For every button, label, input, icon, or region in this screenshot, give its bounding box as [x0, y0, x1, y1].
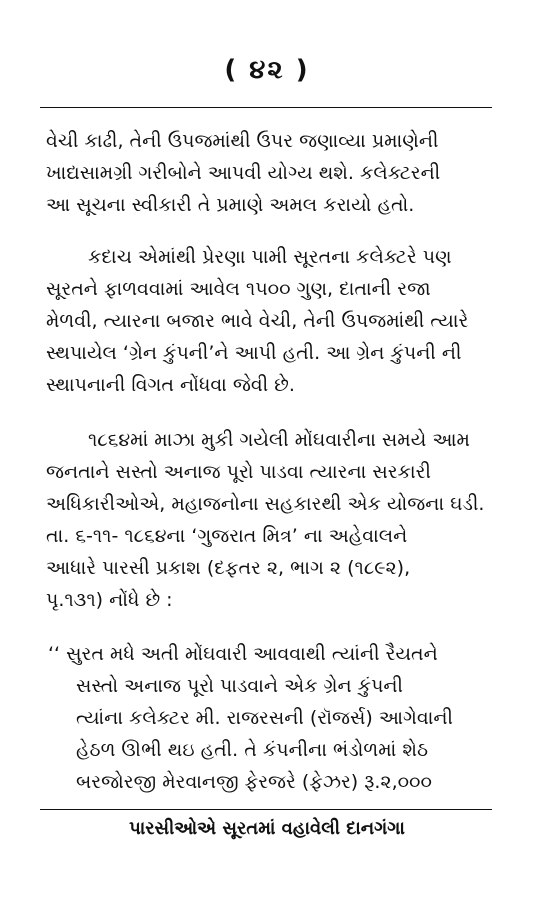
text-line: સૂરતને ફાળવવામાં આવેલ ૧૫૦૦ ગુણ, દાતાની રજા [46, 278, 431, 300]
footer-rule [40, 809, 492, 810]
text-line: તા. ૬-૧૧- ૧૮૬૪ના ‘ગુજરાત મિત્ર’ ના અહેવાલને [46, 525, 408, 547]
quote-line: ‘‘ સુરત મધે અતી મોંઘવારી આવવાથી ત્યાંની રૈયતને [48, 643, 438, 665]
text-line: વેચી કાઢી, તેની ઉપજમાંથી ઉપર જણાવ્યા પ્રમાણેની [46, 130, 439, 152]
page-number: ( ૪૨ ) [224, 55, 310, 85]
text-line: જનતાને સસ્તો અનાજ પૂરો પાડવા ત્યારના સરકારી [46, 461, 431, 483]
text-line: ખાદ્યસામગ્રી ગરીબોને આપવી યોગ્ય થશે. કલેક્ટરની [46, 162, 441, 184]
text-line: ૧૮૬૪માં માઝા મુકી ગયેલી મોંઘવારીના સમયે આમ [88, 429, 470, 451]
text-line: સ્થપાયેલ ‘ગ્રેન કુંપની’ને આપી હતી. આ ગ્રેન કુંપની ની [46, 342, 462, 364]
text-line: આધારે પારસી પ્રકાશ (દફતર ૨, ભાગ ૨ (૧૮૯૨), [46, 557, 411, 579]
quote-line: સસ્તો અનાજ પૂરો પાડવાને એક ગ્રેન કુંપની [76, 675, 403, 697]
text-line: કદાચ એમાંથી પ્રેરણા પામી સૂરતના કલેક્ટરે પણ [88, 246, 452, 268]
header-rule [40, 107, 492, 108]
quote-line: ત્યાંના કલેક્ટર મી. રાજરસની (રૉજર્સ) આગેવાની [76, 707, 453, 729]
text-line: મેળવી, ત્યારના બજાર ભાવે વેચી, તેની ઉપજમાંથી ત્યારે [46, 310, 469, 332]
text-line: પૃ.૧૩૧) નોંધે છે : [46, 589, 173, 611]
text-line: સ્થાપનાની વિગત નોંધવા જેવી છે. [46, 374, 295, 396]
text-line: અધિકારીઓએ, મહાજનોના સહકારથી એક યોજના ઘડી. [46, 493, 485, 515]
quote-line: બરજોરજી મેરવાનજી ફેરજરે (ફેઝર) રૂ.૨,૦૦૦ [76, 771, 432, 793]
text-line: આ સૂચના સ્વીકારી તે પ્રમાણે અમલ કરાયો હતો. [46, 194, 415, 216]
running-footer: પારસીઓએ સૂરતમાં વહાવેલી દાનગંગા [129, 818, 405, 839]
quote-line: હેઠળ ઊભી થઇ હતી. તે કંપનીના ભંડોળમાં શેઠ [76, 739, 429, 761]
